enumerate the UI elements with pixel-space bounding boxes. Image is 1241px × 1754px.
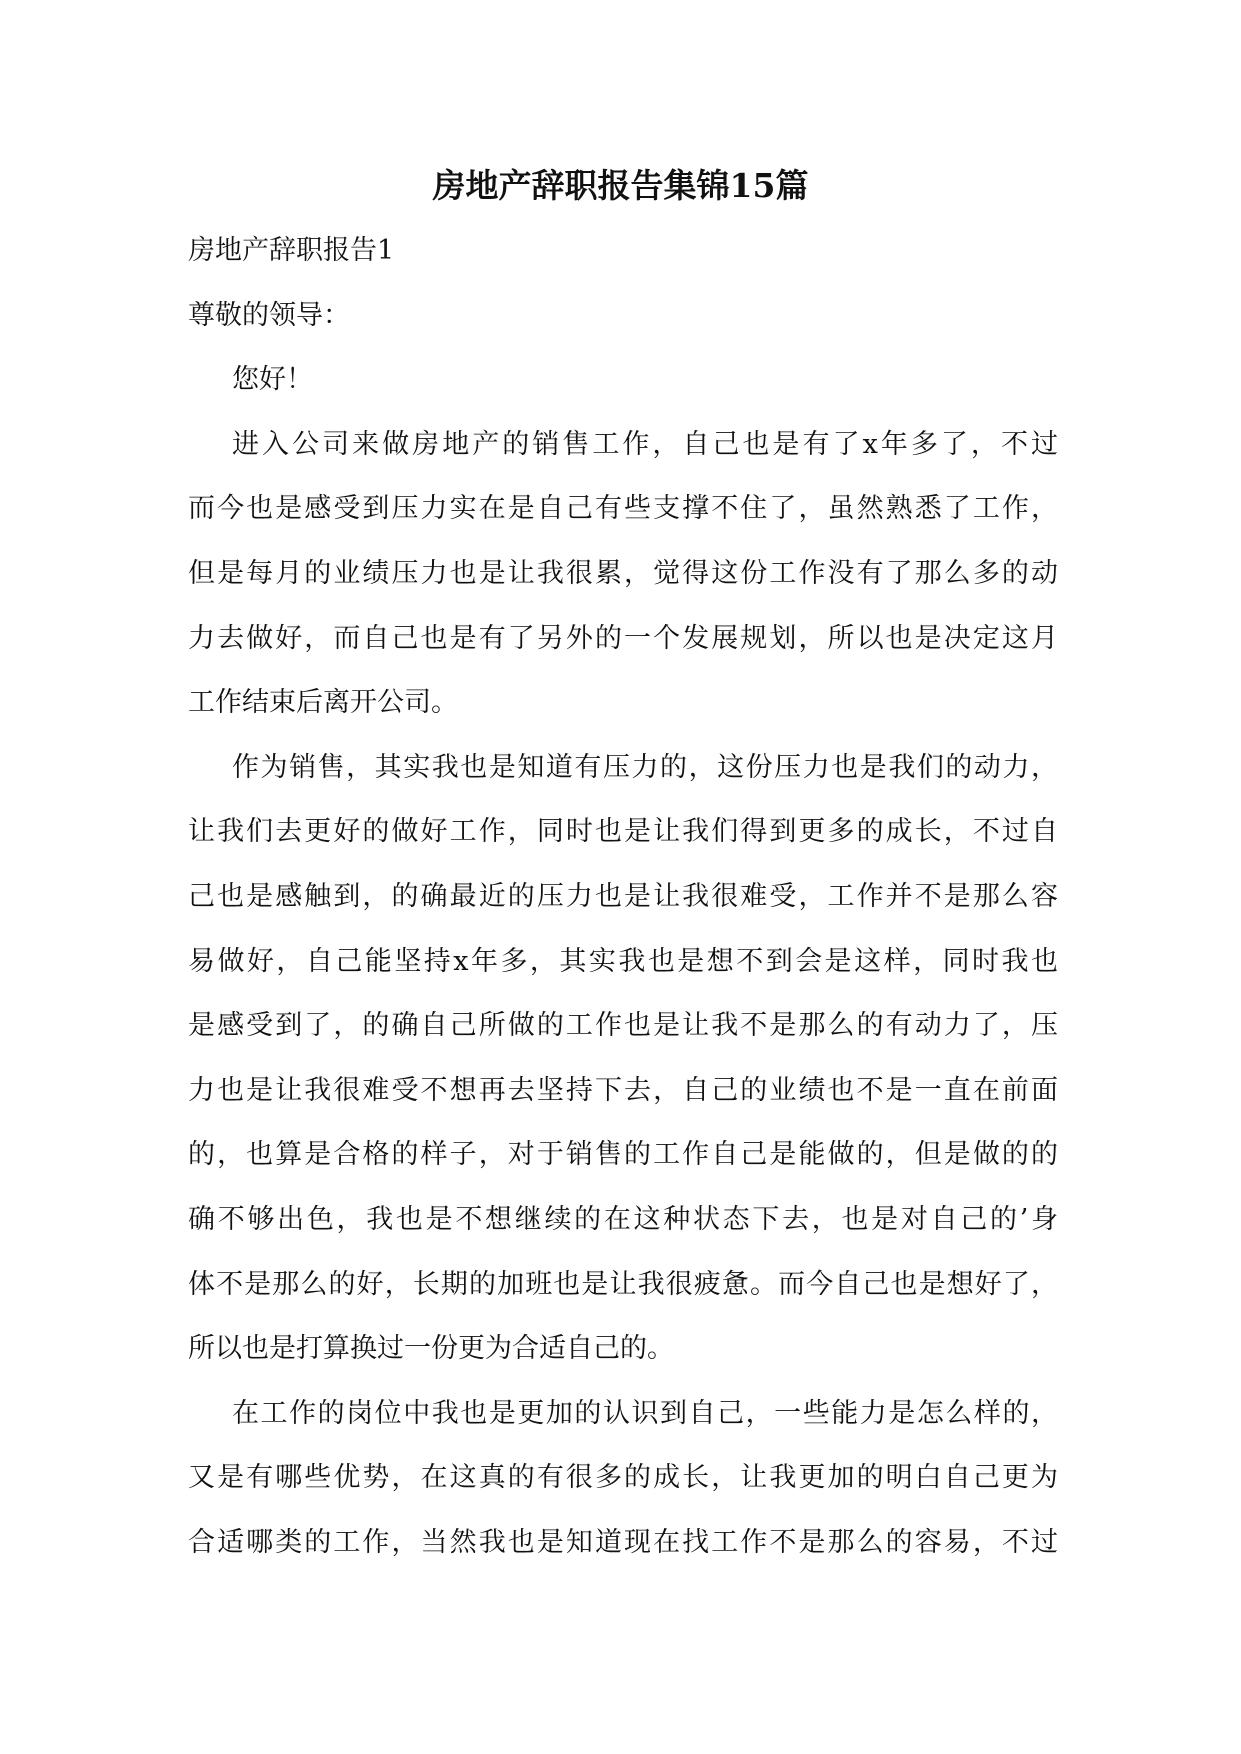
- section-heading: 房地产辞职报告1: [188, 235, 395, 266]
- paragraph-line: 而今也是感受到压力实在是自己有些支撑不住了，虽然熟悉了工作，: [188, 493, 1058, 525]
- paragraph-line: 易做好，自己能坚持x年多，其实我也是想不到会是这样，同时我也: [188, 945, 1058, 977]
- paragraph-line: 体不是那么的好，长期的加班也是让我很疲惫。而今自己也是想好了，: [188, 1268, 1058, 1300]
- paragraph-line: 是感受到了，的确自己所做的工作也是让我不是那么的有动力了，压: [188, 1010, 1058, 1042]
- salutation: 尊敬的领导：: [188, 299, 350, 331]
- greeting: 您好！: [232, 364, 313, 396]
- paragraph-line: 确不够出色，我也是不想继续的在这种状态下去，也是对自己的’身: [188, 1203, 1058, 1235]
- paragraph-line: 作为销售，其实我也是知道有压力的，这份压力也是我们的动力，: [232, 751, 1058, 783]
- paragraph-line: 又是有哪些优势，在这真的有很多的成长，让我更加的明白自己更为: [188, 1462, 1058, 1494]
- document-body: [188, 225, 1058, 1581]
- paragraph-line: 的，也算是合格的样子，对于销售的工作自己是能做的，但是做的的: [188, 1139, 1058, 1171]
- paragraph-line: 力去做好，而自己也是有了另外的一个发展规划，所以也是决定这月: [188, 622, 1058, 654]
- paragraph-line: 进入公司来做房地产的销售工作，自己也是有了x年多了，不过: [232, 428, 1058, 460]
- paragraph-line: 合适哪类的工作，当然我也是知道现在找工作不是那么的容易，不过: [188, 1526, 1058, 1558]
- document-title: 房地产辞职报告集锦15篇: [432, 166, 809, 205]
- paragraph-line: 工作结束后离开公司。: [188, 687, 458, 719]
- paragraph-line: 让我们去更好的做好工作，同时也是让我们得到更多的成长，不过自: [188, 816, 1058, 848]
- paragraph-line: 己也是感触到，的确最近的压力也是让我很难受，工作并不是那么容: [188, 880, 1058, 912]
- paragraph-line: 但是每月的业绩压力也是让我很累，觉得这份工作没有了那么多的动: [188, 557, 1058, 589]
- paragraph-line: 所以也是打算换过一份更为合适自己的。: [188, 1333, 674, 1365]
- paragraph-line: 力也是让我很难受不想再去坚持下去，自己的业绩也不是一直在前面: [188, 1074, 1058, 1106]
- paragraph-line: 在工作的岗位中我也是更加的认识到自己，一些能力是怎么样的，: [232, 1397, 1058, 1429]
